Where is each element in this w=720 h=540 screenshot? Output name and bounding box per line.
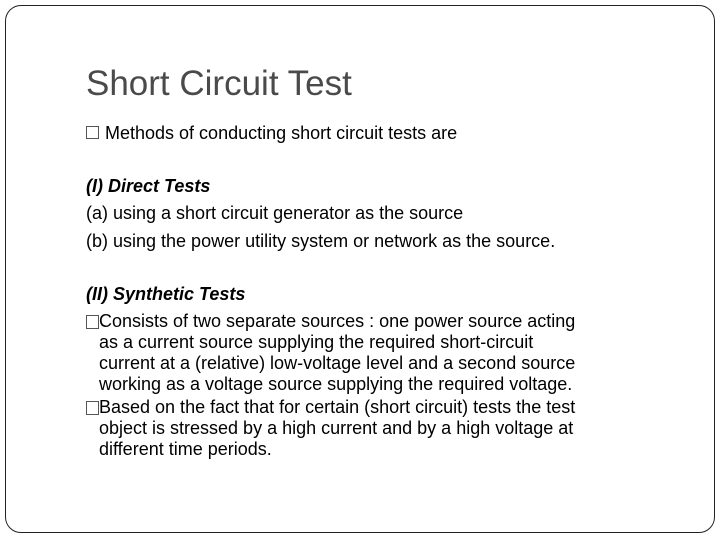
- synthetic-bullet-2-line-3: different time periods.: [99, 439, 272, 459]
- intro-bullet: [86, 123, 457, 144]
- intro-text: Methods of conducting short circuit tests are: [105, 123, 458, 143]
- synthetic-bullet-2-line-1: Based on the fact that for certain (short circuit) tests the test: [99, 397, 576, 417]
- box-glyph-icon: [86, 401, 99, 415]
- box-glyph-icon: [86, 315, 99, 329]
- direct-test-item-b: (b) using the power utility system or network as the source.: [86, 231, 556, 251]
- synthetic-tests-heading: (II) Synthetic Tests: [86, 284, 246, 304]
- synthetic-bullet-1-line-3: current at a (relative) low-voltage level and a second source: [99, 353, 576, 373]
- synthetic-bullet-2: [86, 397, 686, 460]
- slide-frame: [5, 5, 715, 533]
- checkbox-bullet-icon: [86, 126, 99, 139]
- synthetic-bullet-1-line-4: working as a voltage source supplying the required voltage.: [99, 374, 573, 394]
- synthetic-bullet-1-line-1: Consists of two separate sources : one power source acting: [99, 311, 576, 331]
- slide-title: Short Circuit Test: [86, 64, 352, 103]
- synthetic-bullet-2-line-2: object is stressed by a high current and by a high voltage at: [99, 418, 574, 438]
- synthetic-bullet-1: [86, 311, 686, 395]
- direct-test-item-a: (a) using a short circuit generator as the source: [86, 203, 464, 223]
- synthetic-bullet-1-line-2: as a current source supplying the required short-circuit: [99, 332, 534, 352]
- direct-tests-heading: (I) Direct Tests: [86, 176, 211, 196]
